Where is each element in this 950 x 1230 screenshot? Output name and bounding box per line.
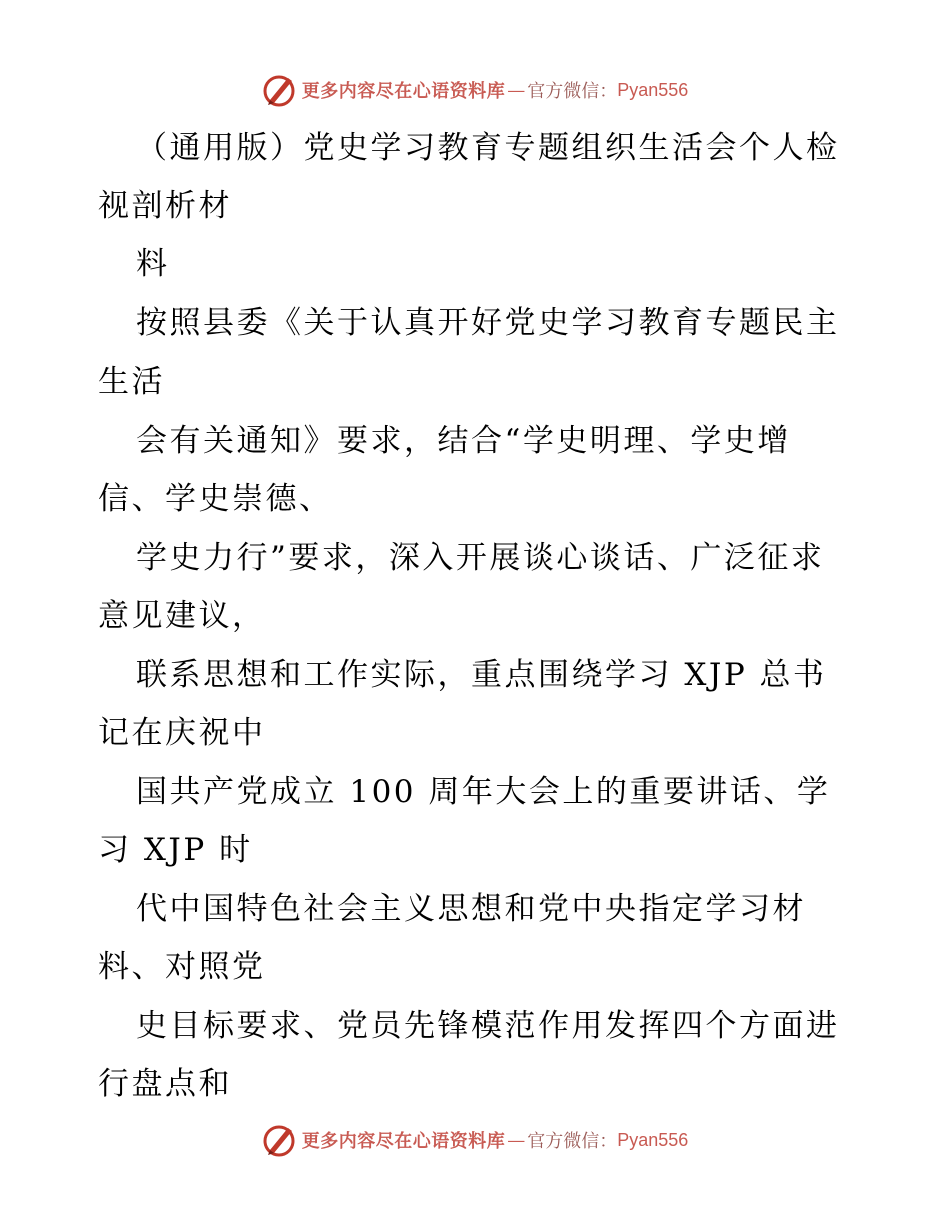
body-line: 记在庆祝中 (98, 715, 266, 751)
body-line: （通用版）党史学习教育专题组织生活会个人检 (136, 130, 840, 166)
body-line: 意见建议， (98, 598, 266, 634)
body-line: 生活 (98, 364, 165, 400)
body-line: 行盘点和 (98, 1066, 232, 1102)
pen-logo-icon (262, 1122, 298, 1158)
banner-wechat-id: Pyan556 (617, 79, 689, 100)
body-line: 信、学史崇德、 (98, 481, 333, 517)
pen-logo-icon (262, 72, 298, 108)
body-line: 史目标要求、党员先锋模范作用发挥四个方面进 (136, 1008, 840, 1044)
banner-label: 官方微信： (527, 81, 618, 102)
banner-text: 更多内容尽在心语资料库 (301, 81, 506, 102)
banner-separator: — (507, 79, 526, 101)
banner-wechat-id: Pyan556 (617, 1129, 689, 1150)
banner-text: 更多内容尽在心语资料库 (301, 1131, 506, 1152)
body-line: 料、对照党 (98, 949, 266, 985)
banner-label: 官方微信： (527, 1131, 618, 1152)
header-banner (0, 68, 950, 112)
body-line: 学史力行”要求，深入开展谈心谈话、广泛征求 (136, 540, 825, 576)
body-line: 按照县委《关于认真开好党史学习教育专题民主 (136, 305, 840, 341)
body-line: 视剖析材 (98, 188, 232, 224)
body-line: 会有关通知》要求，结合“学史明理、学史增 (136, 423, 791, 459)
banner-separator: — (507, 1129, 526, 1151)
body-line: 联系思想和工作实际，重点围绕学习 XJP 总书 (136, 657, 827, 693)
body-line: 习 XJP 时 (98, 832, 253, 868)
body-line: 料 (136, 246, 170, 282)
footer-banner (0, 1118, 950, 1162)
body-line: 代中国特色社会主义思想和党中央指定学习材 (136, 891, 806, 927)
body-line: 国共产党成立 100 周年大会上的重要讲话、学 (136, 774, 831, 810)
